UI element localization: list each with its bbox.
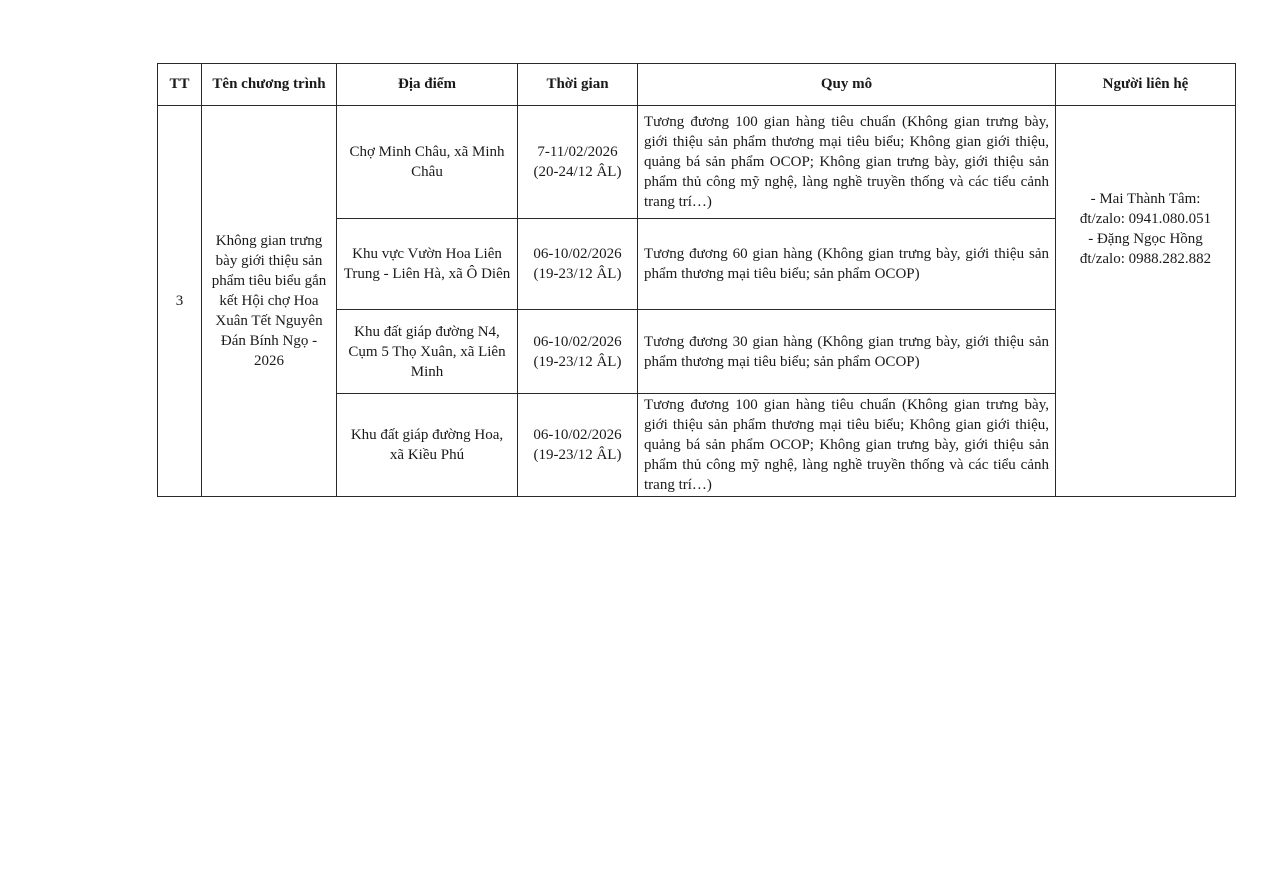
contact-cell [1056,106,1236,497]
scale-cell: Tương đương 100 gian hàng tiêu chuẩn (Không gian trưng bày, giới thiệu sản phẩm thương mại tiêu biểu; Không gian giới thiệu, quảng bá sản phẩm OCOP; Không gian trưng bày, giới thiệu sản phẩm thủ công mỹ nghệ, làng nghề truyền thống và các tiểu cảnh trang trí…) [638,394,1056,497]
time-cell: 06-10/02/2026 (19-23/12 ÂL) [518,219,638,310]
program-cell [202,106,337,497]
contact-line: - Đặng Ngọc Hồng [1088,231,1203,247]
contact-line: đt/zalo: 0988.282.882 [1079,251,1212,267]
scale-cell: Tương đương 60 gian hàng (Không gian trưng bày, giới thiệu sản phẩm thương mại tiêu biểu; sản phẩm OCOP) [638,219,1056,310]
tt-cell: 3 [158,106,202,497]
scale-cell: Tương đương 100 gian hàng tiêu chuẩn (Không gian trưng bày, giới thiệu sản phẩm thương mại tiêu biểu; Không gian giới thiệu, quảng bá sản phẩm OCOP; Không gian trưng bày, giới thiệu sản phẩm thủ công mỹ nghệ, làng nghề truyền thống và các tiểu cảnh trang trí…) [638,106,1056,219]
time-cell: 7-11/02/2026 (20-24/12 ÂL) [518,106,638,219]
header-row [158,64,1236,106]
program-name: Không gian trưng bày giới thiệu sản phẩm tiêu biểu gắn kết Hội chợ Hoa Xuân Tết Nguyên Đán Bính Ngọ - 2026 [211,233,327,369]
header-program: Tên chương trình [202,64,337,106]
contact-block [1062,189,1229,269]
location-cell: Khu đất giáp đường N4, Cụm 5 Thọ Xuân, xã Liên Minh [337,310,518,394]
time-cell: 06-10/02/2026 (19-23/12 ÂL) [518,394,638,497]
header-location: Địa điểm [337,64,518,106]
location-cell: Khu đất giáp đường Hoa, xã Kiều Phú [337,394,518,497]
header-tt: TT [158,64,202,106]
table-row [158,106,1236,219]
event-table [157,63,1236,497]
contact-line: đt/zalo: 0941.080.051 [1079,211,1212,227]
contact-line: - Mai Thành Tâm: [1090,191,1201,207]
location-cell: Chợ Minh Châu, xã Minh Châu [337,106,518,219]
header-scale: Quy mô [638,64,1056,106]
time-cell: 06-10/02/2026 (19-23/12 ÂL) [518,310,638,394]
header-contact: Người liên hệ [1056,64,1236,106]
scale-cell: Tương đương 30 gian hàng (Không gian trưng bày, giới thiệu sản phẩm thương mại tiêu biểu; sản phẩm OCOP) [638,310,1056,394]
header-time: Thời gian [518,64,638,106]
location-cell: Khu vực Vườn Hoa Liên Trung - Liên Hà, xã Ô Diên [337,219,518,310]
